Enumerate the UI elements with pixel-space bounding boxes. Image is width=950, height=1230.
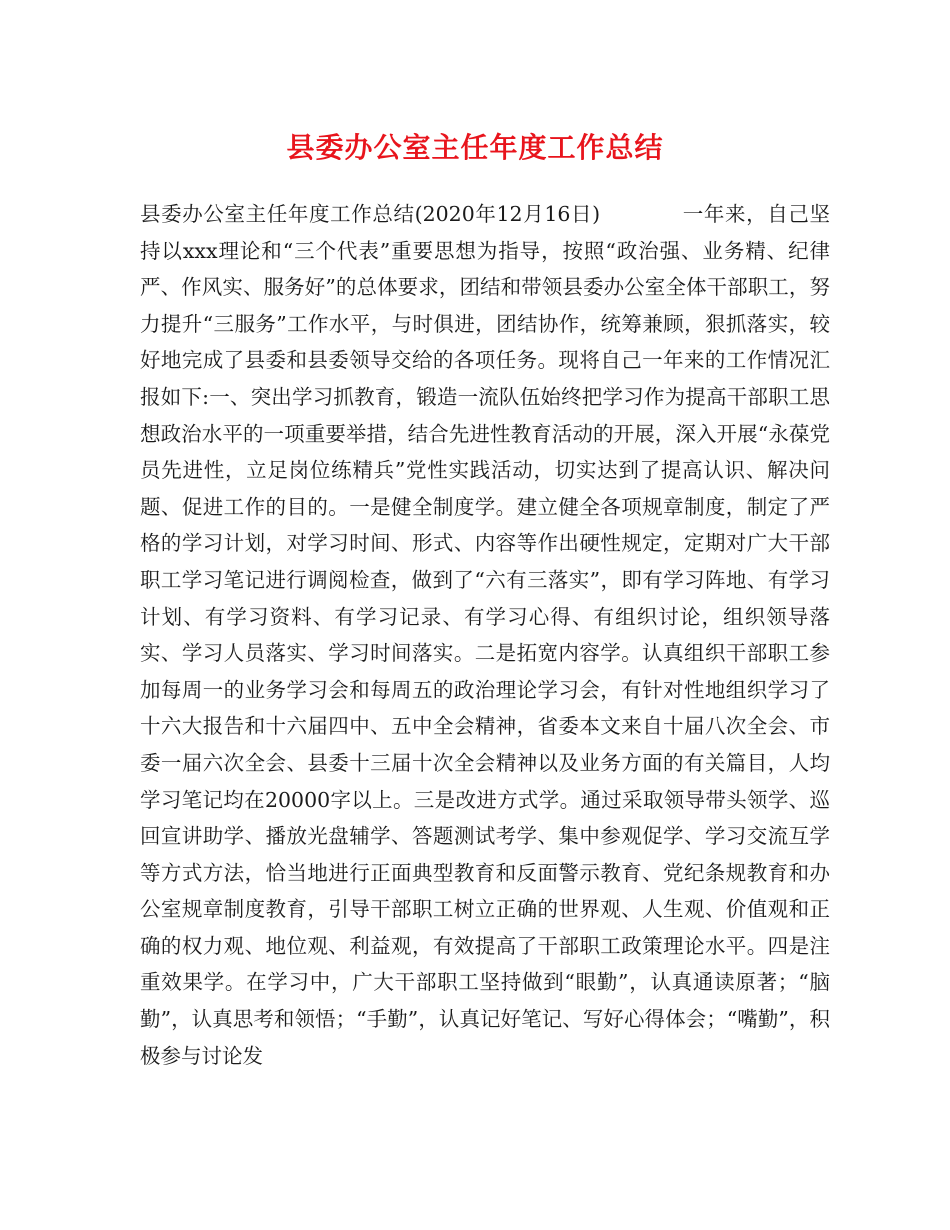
document-body (140, 196, 830, 1074)
document-header-line: 县委办公室主任年度工作总结(2020年12月16日) (140, 202, 601, 226)
document-title: 县委办公室主任年度工作总结 (286, 131, 664, 164)
document-body-text: 一年来，自己坚持以xxx理论和“三个代表”重要思想为指导，按照“政治强、业务精、纪律严、作风实、服务好”的总体要求，团结和带领县委办公室全体干部职工，努力提升“三服务”工作水平，与时俱进，团结协作，统筹兼顾，狠抓落实，较好地完成了县委和县委领导交给的各项任务。现将自己一年来的工作情况汇报如下:一、突出学习抓教育，锻造一流队伍始终把学习作为提高干部职工思想政治水平的一项重要举措，结合先进性教育活动的开展，深入开展“永葆党员先进性，立足岗位练精兵”党性实践活动，切实达到了提高认识、解决问题、促进工作的目的。一是健全制度学。建立健全各项规章制度，制定了严格的学习计划，对学习时间、形式、内容等作出硬性规定，定期对广大干部职工学习笔记进行调阅检查，做到了“六有三落实”，即有学习阵地、有学习计划、有学习资料、有学习记录、有学习心得、有组织讨论，组织领导落实、学习人员落实、学习时间落实。二是拓宽内容学。认真组织干部职工参加每周一的业务学习会和每周五的政治理论学习会，有针对性地组织学习了十六大报告和十六届四中、五中全会精神，省委本文来自十届八次全会、市委一届六次全会、县委十三届十次全会精神以及业务方面的有关篇目，人均学习笔记均在20000字以上。三是改进方式学。通过采取领导带头领学、巡回宣讲助学、播放光盘辅学、答题测试考学、集中参观促学、学习交流互学等方式方法，恰当地进行正面典型教育和反面警示教育、党纪条规教育和办公室规章制度教育，引导干部职工树立正确的世界观、人生观、价值观和正确的权力观、地位观、利益观，有效提高了干部职工政策理论水平。四是注重效果学。在学习中，广大干部职工坚持做到“眼勤”，认真通读原著；“脑勤”，认真思考和领悟；“手勤”，认真记好笔记、写好心得体会；“嘴勤”，积极参与讨论发 (140, 202, 831, 1068)
